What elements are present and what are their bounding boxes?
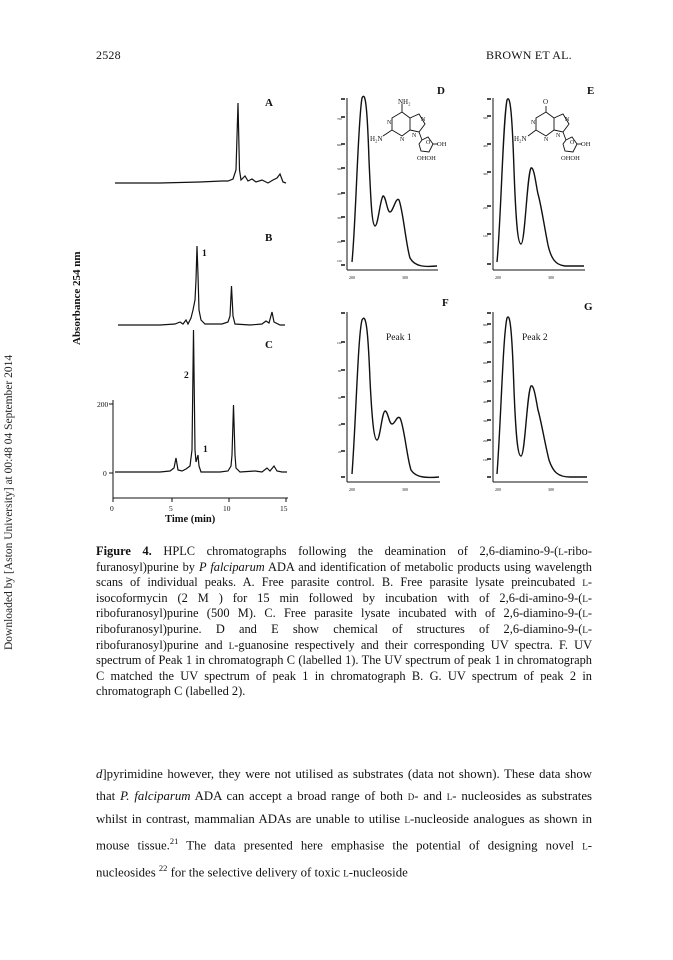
g-y-tick-700: 700: [483, 341, 488, 345]
e-o-top: O: [543, 98, 549, 106]
panel-letter-c: C: [265, 339, 273, 351]
spectrum-panel-d: [337, 85, 447, 280]
page-number: 2528: [96, 48, 121, 62]
g-y-tick-100: 100: [483, 458, 488, 462]
panel-letter-b: B: [265, 232, 273, 244]
g-x-tick-300: 300: [548, 487, 554, 492]
g-y-tick-400: 400: [483, 400, 488, 404]
caption-species: P falciparum: [198, 559, 265, 574]
e-h2n: H₂N: [514, 135, 527, 143]
hplc-panels: [71, 97, 288, 525]
e-x-tick-200: 200: [495, 275, 501, 280]
x-tick-10: 10: [223, 504, 231, 513]
d-y-tick-700: 700: [337, 117, 342, 121]
f-y-tick-80: 80: [338, 369, 342, 373]
panel-letter-a: A: [265, 97, 273, 109]
d-y-tick-200: 200: [337, 240, 342, 244]
chromatogram-c: [115, 330, 287, 472]
download-watermark: Downloaded by [Aston University] at 00:48 04 September 2014: [3, 354, 15, 650]
running-head: BROWN ET AL.: [486, 48, 572, 62]
x-tick-5: 5: [169, 504, 173, 513]
hplc-y-axis-title: Absorbance 254 nm: [71, 251, 83, 345]
e-y-tick-300: 300: [483, 172, 488, 176]
e-o: O: [570, 140, 575, 146]
e-n-2: N: [544, 137, 549, 143]
c-y-tick-0: 0: [103, 469, 107, 478]
e-n-4: N: [556, 133, 561, 139]
d-y-tick-100: 100: [337, 259, 342, 263]
f-y-tick-60: 60: [338, 396, 342, 400]
g-y-tick-600: 600: [483, 361, 488, 365]
d-x-tick-300: 300: [402, 275, 408, 280]
e-n-3: N: [565, 117, 570, 123]
d-y-tick-300: 300: [337, 216, 342, 220]
peak-label-c2: 2: [184, 371, 189, 381]
spectrum-panel-g: [483, 301, 593, 492]
g-y-tick-800: 800: [483, 323, 488, 327]
f-x-tick-200: 200: [349, 487, 355, 492]
d-oh: OH: [437, 141, 447, 148]
caption-label: Figure 4.: [96, 544, 152, 558]
d-y-tick-600: 600: [337, 143, 342, 147]
panel-letter-d: D: [437, 85, 445, 97]
g-y-tick-200: 200: [483, 439, 488, 443]
f-x-tick-300: 300: [402, 487, 408, 492]
d-x-tick-200: 200: [349, 275, 355, 280]
ref-22[interactable]: 22: [158, 862, 168, 873]
d-h2n: H₂N: [370, 135, 383, 143]
d-y-tick-500: 500: [337, 167, 342, 171]
c-y-tick-200: 200: [97, 400, 109, 409]
g-peak-label: Peak 2: [522, 333, 548, 343]
structure-e: [514, 98, 591, 162]
x-tick-15: 15: [280, 504, 288, 513]
e-y-tick-200: 200: [483, 206, 488, 210]
peak-label-b1: 1: [202, 249, 207, 259]
chromatogram-a: [115, 103, 286, 183]
d-n-2: N: [400, 137, 405, 143]
f-y-tick-40: 40: [338, 423, 342, 427]
d-o: O: [426, 140, 431, 146]
d-n-1: N: [387, 120, 392, 126]
ref-21[interactable]: 21: [169, 836, 179, 847]
e-n-1: N: [531, 120, 536, 126]
f-peak-label: Peak 1: [386, 333, 412, 343]
body-paragraph: d]pyrimidine however, they were not utilised as substrates (data not shown). These data show that P. falciparum ADA can accept a broad range of both d- and l- nucleosides as substrates whilst in contrast, mammalian ADAs are unable to utilise l-nucleoside analogues as shown in mouse tissue.$^{21}$ The data presented here emphasise the potential of designing novel l-nucleosides $^{22}$ for the selective delivery of toxic l-nucleoside: [96, 767, 592, 880]
f-y-tick-20: 20: [338, 450, 342, 454]
spectrum-e-curve: [497, 99, 584, 266]
g-y-tick-300: 300: [483, 419, 488, 423]
g-x-tick-200: 200: [495, 487, 501, 492]
spectrum-panel-f: [337, 297, 449, 492]
d-y-tick-400: 400: [337, 192, 342, 196]
f-y-tick-100: 100: [337, 341, 342, 345]
x-tick-0: 0: [110, 504, 114, 513]
e-ohoh: OHOH: [561, 155, 580, 162]
g-y-tick-500: 500: [483, 380, 488, 384]
figure-caption: Figure 4. HPLC chromatographs following the deamination of 2,6-diamino-9-(l-ribo-furanosyl)purine by P falciparum ADA and identification of metabolic products using wavelength scans of individual peaks. A. Free parasite control. B. Free parasite lysate preincubated l-isocoformycin (2 M ) for 15 min followed by incubation with of 2,6-di-amino-9-(l-ribofuranosyl)purine (500 M). C. Free parasite lysate incubated with of 2,6-diamino-9-(l-ribofuranosyl)purine. D and E show chemical of structures of 2,6-diamino-9-(l-ribofuranosyl)purine and l-guanosine respectively and their corresponding UV spectra. F. UV spectrum of Peak 1 in chromatograph C (labelled 1). The UV spectrum of peak 1 in chromatograph C matched the UV spectrum of peak 1 in chromatograph B. G. UV spectrum of peak 2 in chromatograph C (labelled 2).: [96, 544, 593, 699]
e-oh: OH: [581, 141, 591, 148]
body-species: P. falciparum: [120, 789, 191, 804]
spectrum-panel-e: [483, 85, 594, 280]
d-n-4: N: [412, 133, 417, 139]
d-n-3: N: [421, 117, 426, 123]
e-y-tick-100: 100: [483, 234, 488, 238]
peak-label-c1: 1: [203, 445, 208, 455]
panel-letter-e: E: [587, 85, 595, 97]
structure-d: [370, 98, 447, 162]
panel-letter-f: F: [442, 297, 449, 309]
hplc-x-axis-title: Time (min): [165, 514, 216, 525]
e-y-tick-500: 500: [483, 116, 488, 120]
e-x-tick-300: 300: [548, 275, 554, 280]
panel-letter-g: G: [584, 301, 593, 313]
d-ohoh: OHOH: [417, 155, 436, 162]
d-nh2: NH₂: [398, 98, 411, 106]
e-y-tick-400: 400: [483, 144, 488, 148]
